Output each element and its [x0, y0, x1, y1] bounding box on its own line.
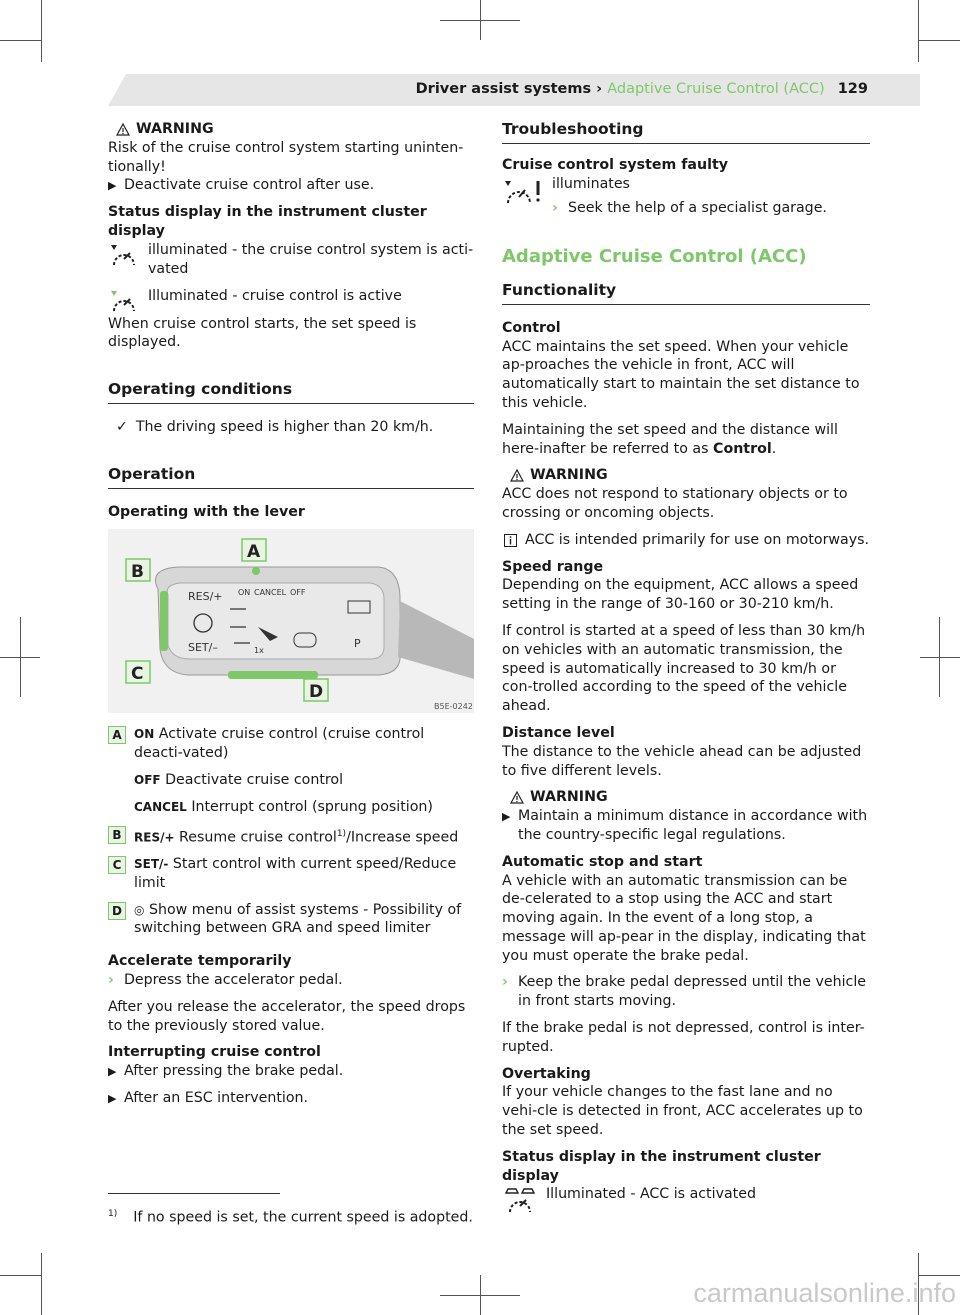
footnote-ref: 1): [336, 828, 347, 839]
info-icon: [504, 534, 517, 547]
crop-mark: [0, 40, 42, 41]
right-column: [502, 120, 870, 1215]
status-text: When cruise control starts, the set speed is displayed.: [108, 315, 417, 351]
subheading: Control: [502, 319, 561, 336]
arrow-icon: ▶: [108, 1092, 117, 1106]
subheading: Distance level: [502, 724, 615, 741]
body-text: If your vehicle changes to the fast lane and no vehi-cle is detected in front, ACC accelerates up to the set speed.: [502, 1084, 863, 1139]
page-header: [416, 81, 868, 97]
legend-b: B RES/+ Resume cruise control$^{1)}$/Increase speed: [108, 825, 474, 848]
legend-label: D: [108, 902, 126, 920]
warning-icon: [510, 469, 524, 482]
subheading: Interrupting cruise control: [108, 1044, 321, 1061]
fault-row: illuminates › Seek the help of a specialist garage.: [502, 175, 870, 219]
acc-status-row: Illuminated - ACC is activated: [502, 1185, 870, 1215]
arrow-icon: ▶: [108, 179, 117, 193]
subheading: Status display in the instrument cluster display: [502, 1148, 821, 1184]
section-heading: Operation: [108, 465, 474, 489]
body-text: ACC maintains the set speed. When your vehicle ap-proaches the vehicle in front, ACC will automatically start to maintain the set distance to this vehicle.: [502, 338, 860, 411]
cruise-control-icon: [108, 241, 140, 269]
cruise-control-active-icon: [108, 287, 140, 315]
step-item: › Seek the help of a specialist garage.: [552, 200, 827, 217]
figure-text: 1x: [254, 646, 264, 656]
left-column: [108, 120, 474, 1108]
warning-text: Risk of the cruise control system starting uninten-tionally!: [108, 139, 464, 175]
body-text: The distance to the vehicle ahead can be adjusted to five different levels.: [502, 743, 862, 779]
res-symbol: RES/+: [134, 830, 175, 845]
section-heading: Troubleshooting: [502, 120, 870, 144]
off-symbol: OFF: [134, 772, 161, 787]
step-item: › Depress the accelerator pedal.: [108, 972, 343, 989]
legend-d: D ◎ Show menu of assist systems - Possibility of switching between GRA and speed limiter: [108, 901, 474, 939]
footnote-mark: 1): [108, 1209, 118, 1219]
body-text: A vehicle with an automatic transmission can be de-celerated to a stop using the ACC and start moving again. In the event of a long stop, a message will ap-pear in the display, indicating that you must operate the brake pedal.: [502, 872, 866, 964]
body-text: Depending on the equipment, ACC allows a speed setting in the range of 30-160 or 30-210 km/h.: [502, 577, 859, 613]
cruise-control-fault-icon: [502, 175, 544, 207]
body-text: If the brake pedal is not depressed, control is inter-rupted.: [502, 1020, 865, 1055]
assist-menu-icon: ◎: [134, 902, 145, 917]
crop-mark: [918, 40, 960, 41]
svg-text:P: P: [354, 637, 361, 651]
section-heading: Operating conditions: [108, 380, 474, 404]
page-number: 129: [837, 81, 868, 97]
warning-title: WARNING: [502, 788, 870, 807]
lever-figure: [108, 529, 474, 713]
figure-label-b: B: [131, 562, 144, 583]
warning-text: ACC does not respond to stationary objects or to crossing or oncoming objects.: [502, 486, 848, 521]
status-heading: Status display in the instrument cluster display: [108, 204, 427, 240]
subheading: Overtaking: [502, 1065, 591, 1082]
subheading: Automatic stop and start: [502, 853, 703, 870]
crop-mark: [480, 0, 481, 40]
arrow-icon: ▶: [108, 1065, 117, 1079]
condition-row: ✓ The driving speed is higher than 20 km/h.: [116, 418, 434, 435]
subheading: Speed range: [502, 558, 604, 575]
crop-mark: [480, 1275, 481, 1315]
check-icon: ✓: [116, 418, 128, 435]
crop-mark: [41, 1253, 42, 1315]
figure-label-d: D: [309, 682, 324, 703]
info-note: ACC is intended primarily for use on motorways.: [502, 531, 870, 550]
figure-text: CANCEL: [254, 588, 287, 598]
warning-icon: [510, 791, 524, 804]
chapter-title: Adaptive Cruise Control (ACC): [502, 246, 807, 268]
figure-label-c: C: [131, 664, 144, 685]
figure-text: RES/+: [188, 590, 223, 604]
chevron-right-icon: ›: [552, 200, 558, 217]
figure-text: ON: [238, 588, 251, 598]
set-symbol: SET/-: [134, 857, 169, 872]
header-section: Driver assist systems ›: [415, 81, 603, 97]
warning-bullet: ▶ Maintain a minimum distance in accordance with the country-specific legal regulations.: [502, 808, 868, 843]
figure-code: B5E-0242: [434, 702, 473, 712]
figure-label-a: A: [247, 542, 261, 563]
list-item: ▶ After pressing the brake pedal.: [108, 1063, 344, 1080]
footnote-divider: [108, 1193, 280, 1194]
body-text: If control is started at a speed of less than 30 km/h on vehicles with an automatic transmission, the speed is automatically increased to 30 km/h or con-trolled according to the speed of the vehicle ahead.: [502, 622, 866, 715]
cancel-symbol: CANCEL: [134, 799, 187, 814]
legend-label: B: [108, 826, 126, 844]
header-subsection: Adaptive Cruise Control (ACC): [607, 81, 825, 97]
legend-label: C: [108, 856, 126, 874]
watermark-logo: carmanualsonline.info: [693, 1278, 956, 1308]
legend-a: A ON Activate cruise control (cruise control deacti-vated) OFF Deactivate cruise control CANCEL Interrupt control (sprung position): [108, 725, 474, 816]
subheading: Accelerate temporarily: [108, 953, 292, 970]
warning-title: WARNING: [108, 120, 474, 139]
warning-icon: [116, 123, 130, 136]
section-heading: Functionality: [502, 281, 870, 305]
subheading: Operating with the lever: [108, 503, 305, 520]
on-symbol: ON: [134, 727, 155, 742]
chevron-right-icon: ›: [108, 972, 114, 989]
step-item: › Keep the brake pedal depressed until the vehicle in front starts moving.: [502, 974, 867, 1010]
acc-icon: [502, 1185, 538, 1215]
crop-mark: [918, 0, 919, 62]
legend-label: A: [108, 726, 126, 744]
list-item: ▶ After an ESC intervention.: [108, 1090, 309, 1107]
crop-mark: [41, 0, 42, 62]
body-text: Maintaining the set speed and the distance will here-inafter be referred to as Control.: [502, 421, 838, 457]
status-row-2: Illuminated - cruise control is active: [108, 287, 474, 315]
subheading: Cruise control system faulty: [502, 156, 728, 173]
warning-title: WARNING: [502, 466, 870, 485]
arrow-icon: ▶: [502, 810, 511, 824]
crop-mark: [0, 1275, 42, 1276]
status-row-1: illuminated - the cruise control system is acti-vated: [108, 241, 474, 279]
crop-mark: [939, 617, 940, 697]
crop-mark: [20, 617, 21, 697]
crop-mark: [920, 657, 960, 658]
footnote: $^{1)}$ If no speed is set, the current speed is adopted.: [108, 1209, 473, 1226]
body-text: After you release the accelerator, the speed drops to the previously stored value.: [108, 998, 466, 1034]
warning-bullet: ▶ Deactivate cruise control after use.: [108, 177, 375, 194]
lever-illustration: [108, 529, 474, 713]
crop-mark: [918, 1275, 960, 1276]
figure-text: SET/–: [188, 641, 218, 655]
chevron-right-icon: ›: [502, 974, 508, 991]
legend-c: C SET/- Start control with current speed/Reduce limit: [108, 855, 474, 893]
figure-text: OFF: [290, 588, 306, 598]
